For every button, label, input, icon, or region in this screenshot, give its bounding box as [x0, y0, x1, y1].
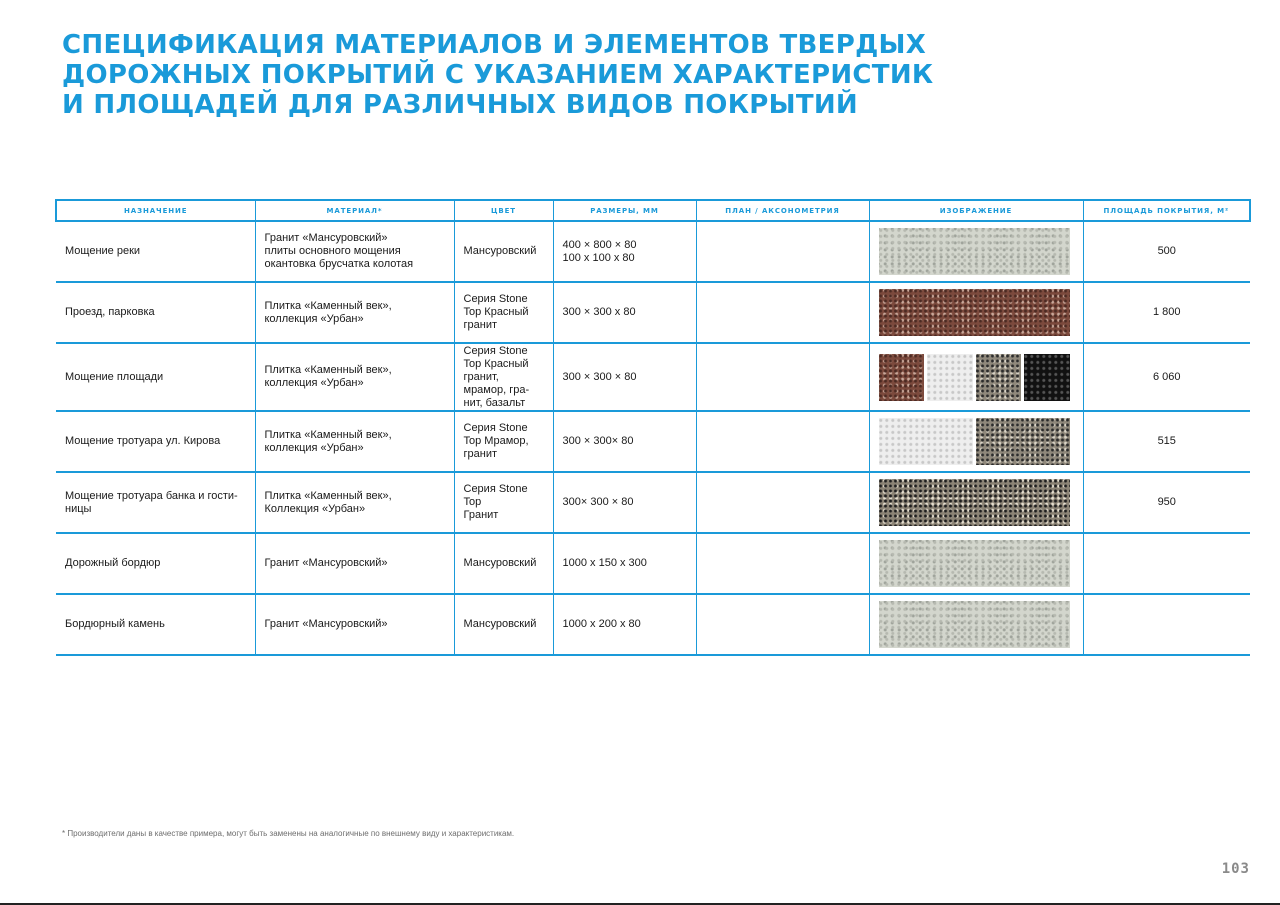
material-swatch-granite	[976, 354, 1022, 401]
cell-material: Плитка «Каменный век», коллекция «Урбан»	[255, 282, 454, 343]
table-header-row	[56, 200, 1250, 221]
cell-image	[869, 594, 1083, 655]
material-swatch-red	[879, 289, 1070, 336]
cell-material: Гранит «Мансуровский»	[255, 594, 454, 655]
material-swatch-white	[879, 418, 973, 465]
cell-image	[869, 221, 1083, 282]
page-number: 103	[1221, 861, 1250, 877]
material-image	[879, 540, 1070, 587]
material-swatch-mixed	[879, 479, 1070, 526]
table-row	[56, 472, 1250, 533]
cell-color: Серия Stone Top Мрамор, гранит	[454, 411, 553, 472]
cell-material: Гранит «Мансуровский»	[255, 533, 454, 594]
cell-material: Гранит «Мансуровский» плиты основного мощения окантовка брусчатка колотая	[255, 221, 454, 282]
cell-color: Серия Stone Top Красный гранит, мрамор, гра- нит, базальт	[454, 343, 553, 411]
cell-purpose: Мощение тротуара ул. Кирова	[56, 411, 255, 472]
cell-area	[1083, 533, 1250, 594]
cell-area: 500	[1083, 221, 1250, 282]
cell-plan	[696, 411, 869, 472]
table-row	[56, 533, 1250, 594]
table-row	[56, 411, 1250, 472]
cell-area: 950	[1083, 472, 1250, 533]
material-image	[879, 228, 1070, 275]
header-image: ИЗОБРАЖЕНИЕ	[869, 200, 1083, 221]
cell-plan	[696, 472, 869, 533]
table-row	[56, 594, 1250, 655]
material-swatch-granite	[976, 418, 1070, 465]
material-image	[879, 479, 1070, 526]
cell-purpose: Мощение тротуара банка и гости- ницы	[56, 472, 255, 533]
cell-sizes: 300 × 300 x 80	[553, 282, 696, 343]
material-swatch-black	[1024, 354, 1070, 401]
page-title	[62, 30, 933, 120]
header-sizes: РАЗМЕРЫ, ММ	[553, 200, 696, 221]
cell-plan	[696, 282, 869, 343]
cell-color: Мансуровский	[454, 533, 553, 594]
cell-sizes: 400 × 800 × 80 100 x 100 x 80	[553, 221, 696, 282]
cell-area: 515	[1083, 411, 1250, 472]
specification-table	[55, 199, 1251, 656]
cell-color: Серия Stone Top Красный гранит	[454, 282, 553, 343]
table-row	[56, 221, 1250, 282]
cell-purpose: Мощение реки	[56, 221, 255, 282]
cell-image	[869, 533, 1083, 594]
header-area: ПЛОЩАДЬ ПОКРЫТИЯ, М²	[1083, 200, 1250, 221]
header-material: МАТЕРИАЛ*	[255, 200, 454, 221]
cell-area	[1083, 594, 1250, 655]
table-row	[56, 343, 1250, 411]
cell-area: 1 800	[1083, 282, 1250, 343]
header-purpose: НАЗНАЧЕНИЕ	[56, 200, 255, 221]
cell-purpose: Проезд, парковка	[56, 282, 255, 343]
cell-sizes: 300 × 300× 80	[553, 411, 696, 472]
material-image	[879, 289, 1070, 336]
cell-material: Плитка «Каменный век», коллекция «Урбан»	[255, 411, 454, 472]
material-swatch-light	[879, 601, 1070, 648]
material-swatch-light	[879, 228, 1070, 275]
material-swatch-light	[879, 540, 1070, 587]
cell-purpose: Мощение площади	[56, 343, 255, 411]
cell-color: Серия Stone Top Гранит	[454, 472, 553, 533]
material-swatch-white	[927, 354, 973, 401]
material-image	[879, 601, 1070, 648]
cell-material: Плитка «Каменный век», Коллекция «Урбан»	[255, 472, 454, 533]
cell-sizes: 300 × 300 × 80	[553, 343, 696, 411]
cell-plan	[696, 343, 869, 411]
cell-plan	[696, 221, 869, 282]
cell-image	[869, 282, 1083, 343]
table-body	[56, 221, 1250, 655]
cell-image	[869, 472, 1083, 533]
header-plan: ПЛАН / АКСОНОМЕТРИЯ	[696, 200, 869, 221]
title-line: И ПЛОЩАДЕЙ ДЛЯ РАЗЛИЧНЫХ ВИДОВ ПОКРЫТИЙ	[62, 90, 858, 120]
cell-sizes: 1000 x 150 x 300	[553, 533, 696, 594]
cell-sizes: 1000 x 200 x 80	[553, 594, 696, 655]
cell-image	[869, 411, 1083, 472]
cell-purpose: Бордюрный камень	[56, 594, 255, 655]
cell-purpose: Дорожный бордюр	[56, 533, 255, 594]
cell-plan	[696, 533, 869, 594]
cell-color: Мансуровский	[454, 594, 553, 655]
cell-plan	[696, 594, 869, 655]
cell-sizes: 300× 300 × 80	[553, 472, 696, 533]
material-swatch-red	[879, 354, 925, 401]
cell-image	[869, 343, 1083, 411]
title-line: СПЕЦИФИКАЦИЯ МАТЕРИАЛОВ И ЭЛЕМЕНТОВ ТВЕРДЫХ	[62, 30, 927, 60]
cell-area: 6 060	[1083, 343, 1250, 411]
material-image	[879, 418, 1070, 465]
cell-material: Плитка «Каменный век», коллекция «Урбан»	[255, 343, 454, 411]
cell-color: Мансуровский	[454, 221, 553, 282]
header-color: ЦВЕТ	[454, 200, 553, 221]
material-image	[879, 354, 1070, 401]
table-row	[56, 282, 1250, 343]
title-line: ДОРОЖНЫХ ПОКРЫТИЙ С УКАЗАНИЕМ ХАРАКТЕРИСТИК	[62, 60, 934, 90]
footnote: * Производители даны в качестве примера, могут быть заменены на аналогичные по внешнему виду и характеристикам.	[62, 829, 515, 838]
